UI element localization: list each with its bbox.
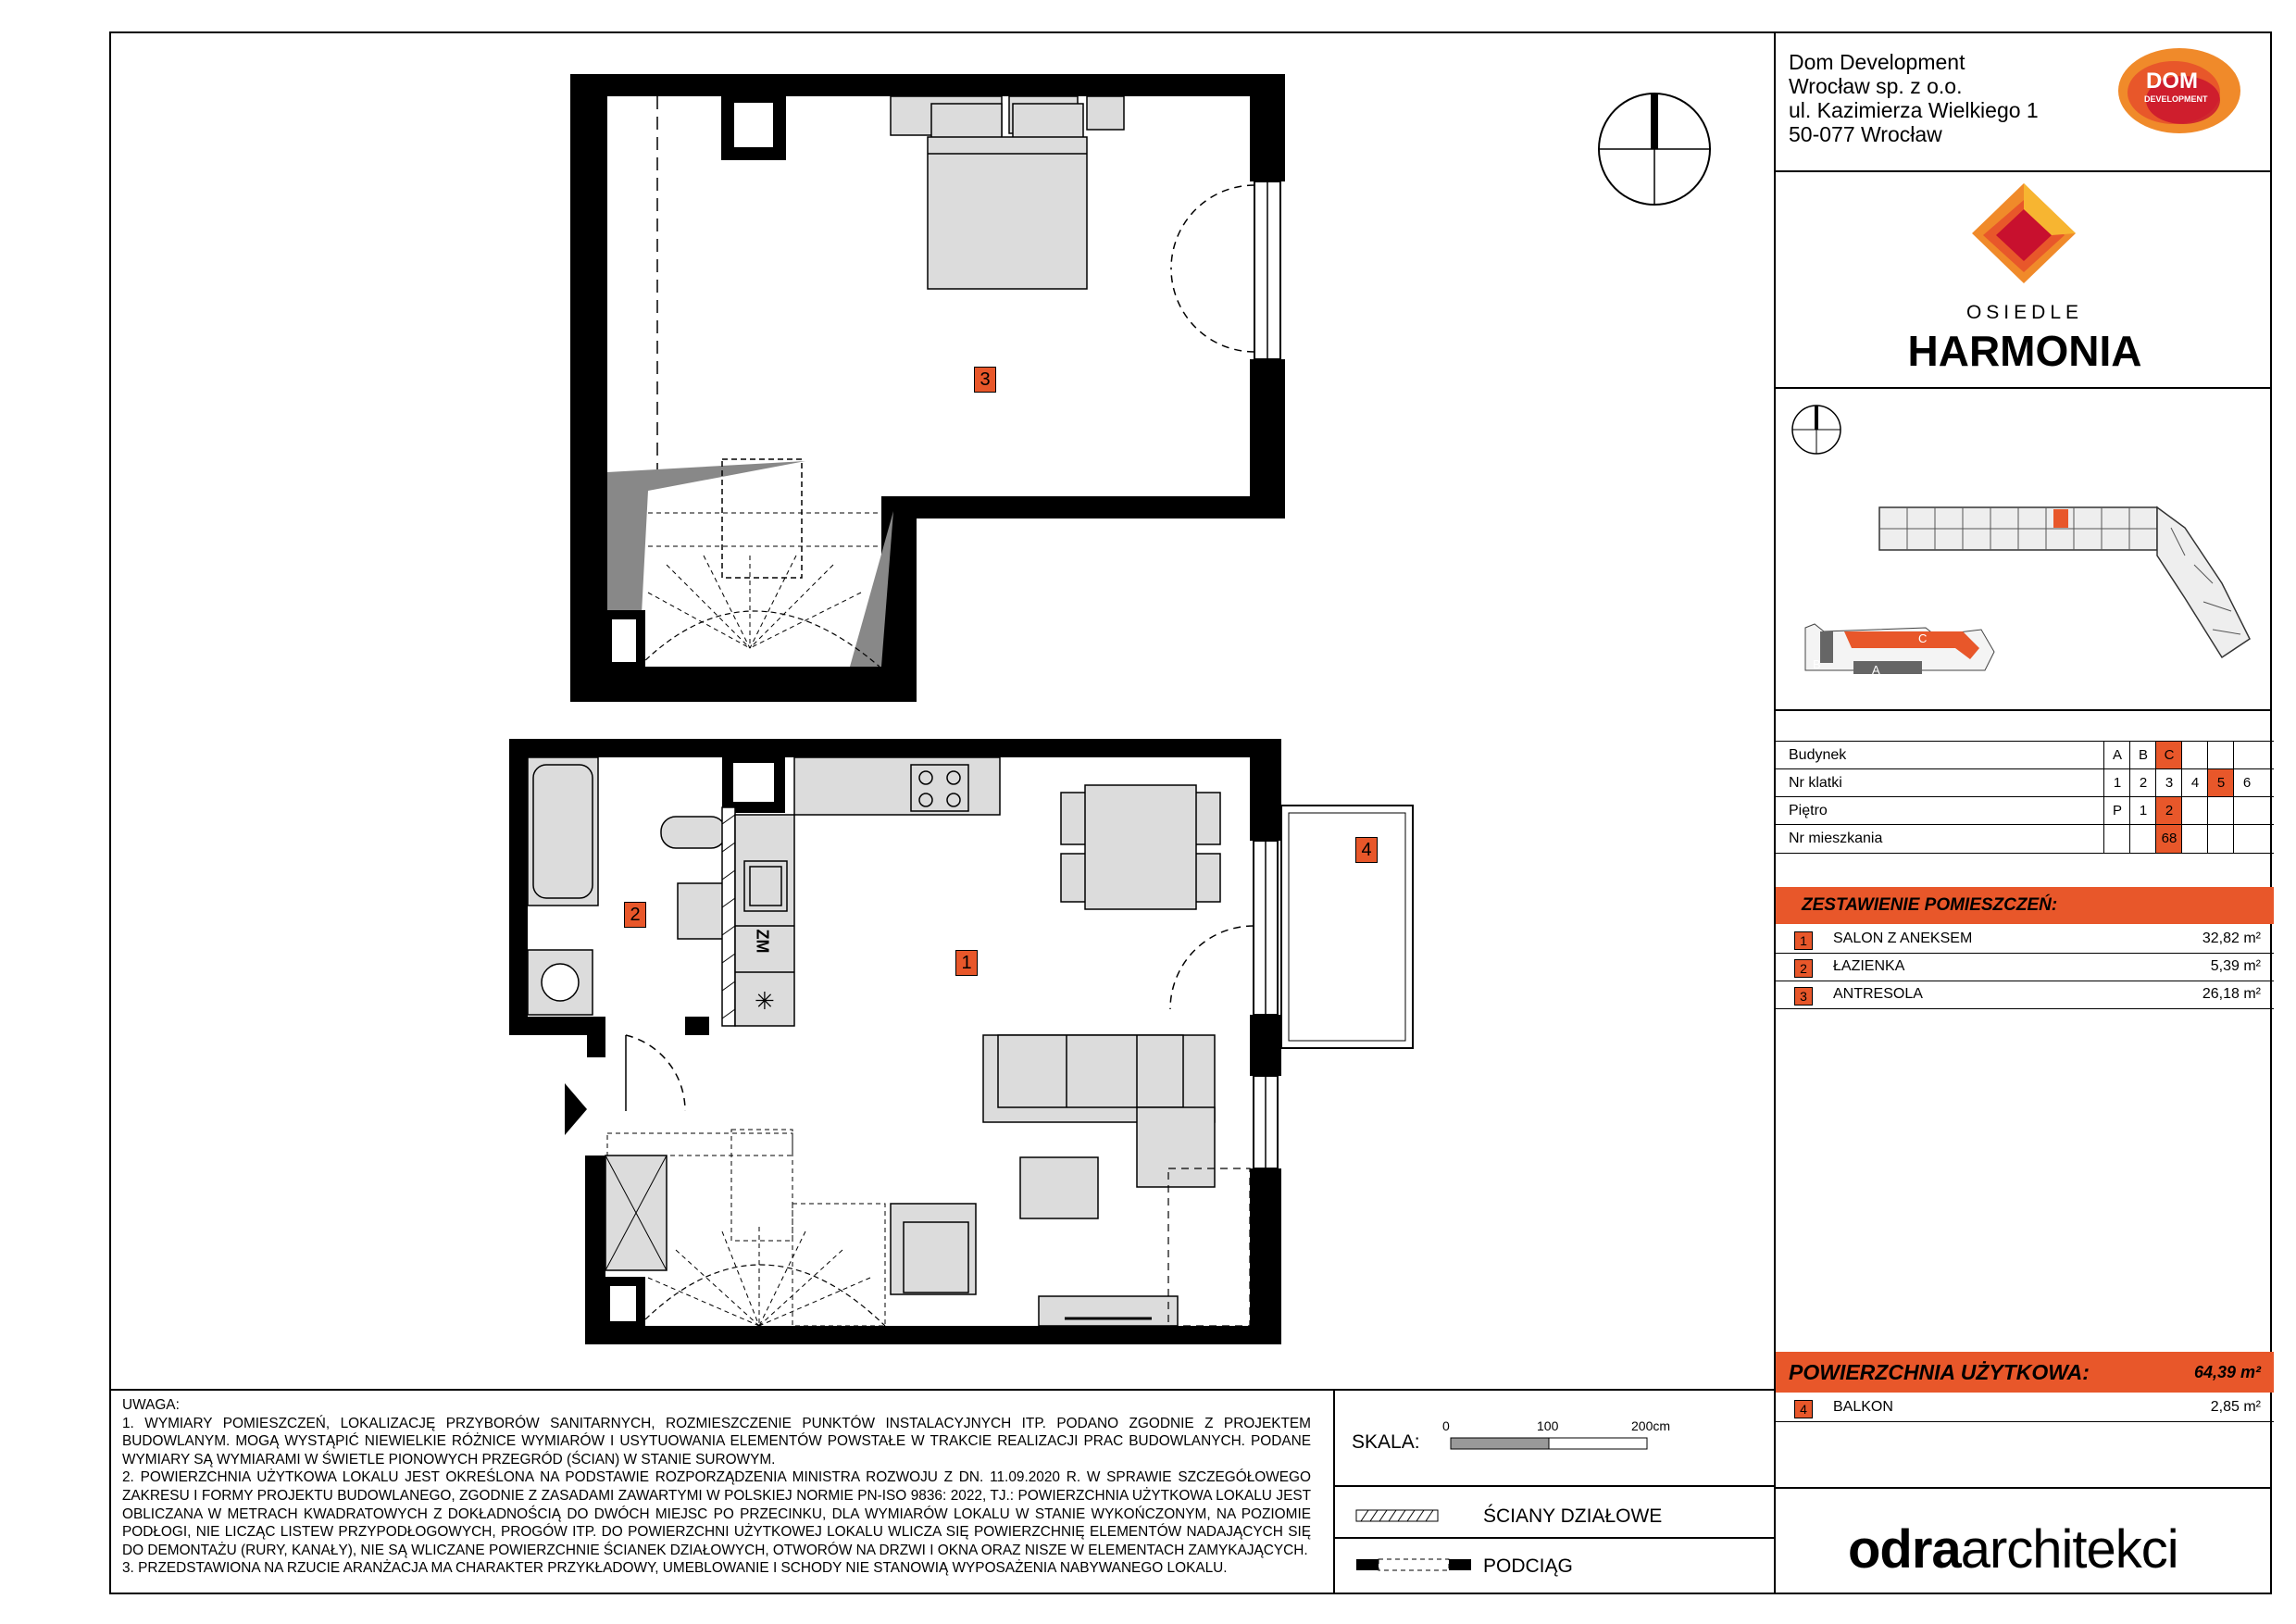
zm-label: ZM [753, 929, 772, 954]
scale-tick-100: 100 [1537, 1418, 1559, 1433]
usable-area-value: 64,39 m² [2193, 1363, 2261, 1381]
notes-divider [109, 1389, 1774, 1391]
legend-hline-2 [1333, 1537, 1774, 1539]
scale-tick-200: 200cm [1631, 1418, 1671, 1433]
room-tag-2: 2 [624, 902, 646, 928]
company-address [1789, 50, 2039, 146]
room-row-2: 2 ŁAZIENKA 5,39 m² [1776, 954, 2274, 981]
architect-logo: odraarchitekci [1848, 1519, 2178, 1580]
beam-swatch [1355, 1558, 1472, 1573]
site-plan [1787, 398, 2268, 704]
site-label-b: B [1813, 657, 1821, 671]
lower-level-plan [509, 739, 1413, 1344]
usable-area-header: POWIERZCHNIA UŻYTKOWA: 64,39 m² [1776, 1352, 2274, 1393]
company-street: ul. Kazimierza Wielkiego 1 [1789, 98, 2039, 122]
harmonia-logo-icon [1968, 180, 2079, 291]
rooms-section-header: ZESTAWIENIE POMIESZCZEŃ: [1776, 887, 2274, 924]
table-row-budynek: Budynek A B C [1776, 741, 2274, 769]
scale-bar [1450, 1437, 1648, 1452]
legend-divider [1333, 1389, 1335, 1594]
room-tag-4: 4 [1355, 837, 1378, 863]
table-row-pietro: Piętro P 1 2 [1776, 796, 2274, 825]
upper-level-plan [570, 74, 1285, 702]
legend-walls: ŚCIANY DZIAŁOWE [1483, 1505, 1663, 1527]
fridge-icon: ✳ [755, 987, 775, 1015]
project-name-top: OSIEDLE [1965, 302, 2084, 323]
dom-development-logo: DOM DEVELOPMENT [2116, 44, 2242, 137]
site-label-a: A [1872, 663, 1880, 677]
project-name-bottom: HARMONIA [1907, 327, 2142, 375]
room-row-4: 4 BALKON 2,85 m² [1776, 1394, 2274, 1422]
room-row-3: 3 ANTRESOLA 26,18 m² [1776, 981, 2274, 1009]
scale-tick-0: 0 [1442, 1418, 1450, 1433]
room-tag-3: 3 [974, 367, 996, 393]
note-1: 1. WYMIARY POMIESZCZEŃ, LOKALIZACJĘ PRZYBORÓW SANITARNYCH, ROZMIESZCZENIE PUNKTÓW INSTALACYJNYCH ITP. PODANO ZGODNIE Z PROJEKTEM BUDOWLANYM. MOGĄ WYSTĄPIĆ NIEWIELKIE RÓŻNICE WYMIARÓW I USYTUOWANIA ELEMENTÓW POWSTAŁE W TRAKCIE REALIZACJI PRAC BUDOWLANYCH. PODANE WYMIARY SĄ WYMIARAMI W ŚWIETLE PIONOWYCH PRZEGRÓD (ŚCIAN) W STANIE SUROWYM. [122, 1415, 1311, 1468]
company-branch: Wrocław sp. z o.o. [1789, 74, 1963, 98]
partition-wall-swatch [1355, 1509, 1439, 1524]
note-2: 2. POWIERZCHNIA UŻYTKOWA LOKALU JEST OKREŚLONA NA PODSTAWIE ROZPORZĄDZENIA MINISTRA ROZWOJU Z DN. 11.09.2020 R. W SPRAWIE SZCZEGÓŁOWEGO ZAKRESU I FORMY PROJEKTU BUDOWLANEGO, ZGODNIE Z ZASADAMI ZAWARTYMI W POLSKIEJ NORMIE PN-ISO 9836: 2022, TJ.: POWIERZCHNIA UŻYTKOWA LOKALU JEST OBLICZANA W METRACH KWADRATOWYCH Z DOKŁADNOŚCIĄ DO DWÓCH MIEJSC PO PRZECINKU, DLA WYMIARÓW LOKALU W STANIE WYKOŃCZONYM, NA POZIOMIE PODŁOGI, NIE LICZĄC LISTEW PRZYPODŁOGOWYCH, PROGÓW ITP. DO POWIERZCHNI UŻYTKOWEJ LOKALU WLICZA SIĘ POWIERZCHNIĘ ELEMENTÓW NADAJĄCYCH SIĘ DO DEMONTAŻU (RURY, KANAŁY), NIE SĄ WLICZANE POWIERZCHNIE ŚCIANEK DZIAŁOWYCH, OTWORÓW NA DRZWI I OKNA ORAZ NISZE W ELEMENTACH ZAMYKAJĄCYCH. [122, 1469, 1311, 1558]
note-3: 3. PRZEDSTAWIONA NA RZUCIE ARANŻACJA MA CHARAKTER PRZYKŁADOWY, UMEBLOWANIE I SCHODY NIE STANOWIĄ WYPOSAŻENIA NABYWANEGO LOKALU. [122, 1560, 1228, 1577]
room-tag-1: 1 [955, 950, 978, 976]
table-row-mieszkanie: Nr mieszkania 68 [1776, 824, 2274, 854]
site-label-c: C [1918, 631, 1928, 645]
north-arrow [1599, 94, 1710, 205]
room-row-1: 1 SALON Z ANEKSEM 32,82 m² [1776, 926, 2274, 954]
table-row-klatka: Nr klatki 1 2 3 4 5 6 [1776, 768, 2274, 797]
legend-beam: PODCIĄG [1483, 1555, 1573, 1577]
scale-label: SKALA: [1352, 1431, 1420, 1453]
company-city: 50-077 Wrocław [1789, 122, 1942, 146]
legend-hline-1 [1333, 1485, 1774, 1487]
notes-title: UWAGA: [122, 1397, 180, 1413]
notes-block [122, 1396, 1311, 1578]
company-name: Dom Development [1789, 50, 1965, 74]
info-panel [1774, 31, 2272, 1594]
